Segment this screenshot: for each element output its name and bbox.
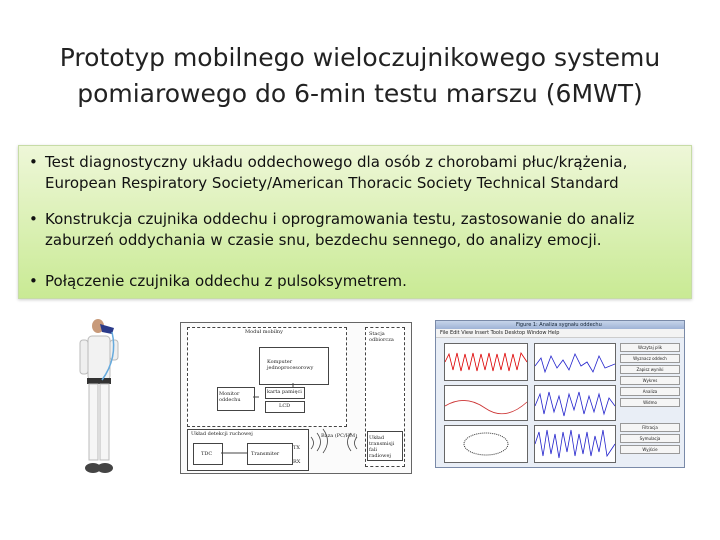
filter-button[interactable]: Filtracja (620, 423, 680, 432)
plot-panel (444, 385, 528, 421)
bullet-item: • Test diagnostyczny układu oddechowego dla osób z chorobami płuc/krążenia, European Respiratory Society/American Thoracic Society Technical Standard (25, 152, 695, 194)
diagram-label-monitor: Monitor oddechu (219, 391, 241, 403)
bullet-box (18, 145, 692, 299)
title-line-1: Prototyp mobilnego wieloczujnikowego systemu (59, 43, 661, 72)
simulation-button[interactable]: Symulacja (620, 434, 680, 443)
person-photo (62, 318, 132, 478)
bullet-item: • Połączenie czujnika oddechu z pulsoksymetrem. (25, 271, 695, 292)
diagram-label-transmitter: Transmiter (251, 451, 280, 457)
plot-signal (535, 344, 615, 380)
menu-bar[interactable]: File Edit View Insert Tools Desktop Window Help (436, 329, 684, 338)
plot-panel (534, 343, 616, 381)
diagram-label-module: Moduł mobilny (245, 329, 283, 335)
diagram-label-computer: Komputer jednoprocesorowy (267, 359, 314, 371)
diagram-connectors (181, 323, 411, 473)
matlab-figure-window (435, 320, 685, 468)
plot-signal (445, 426, 527, 462)
compute-button[interactable]: Wyznacz oddech (620, 354, 680, 363)
plot-panel (444, 425, 528, 463)
diagram-label-motion: Układ detekcji ruchowej (191, 431, 253, 437)
diagram-label-tdc: TDC (201, 451, 213, 457)
plot-panel (534, 425, 616, 463)
plot-signal (445, 386, 527, 420)
diagram-label-rx: RX (293, 459, 301, 465)
diagram-label-base: Baza (PC/HM) (321, 433, 358, 439)
plot-signal (535, 426, 615, 462)
diagram-label-receiver: Układ transmisji fali radiowej (369, 435, 395, 459)
diagram-label-tx: TX (293, 445, 300, 451)
load-file-button[interactable]: Wczytaj plik (620, 343, 680, 352)
system-block-diagram (180, 322, 412, 474)
bullet-item: • Konstrukcja czujnika oddechu i oprogramowania testu, zastosowanie do analiz zaburzeń oddychania w czasie snu, bezdechu sennego, do analizy emocji. (25, 209, 695, 251)
plot-signal (535, 386, 615, 420)
save-results-button[interactable]: Zapisz wyniki (620, 365, 680, 374)
analysis-button[interactable]: Analiza (620, 387, 680, 396)
spectrum-button[interactable]: Widmo (620, 398, 680, 407)
plot-signal (445, 344, 527, 380)
chart-button[interactable]: Wykres (620, 376, 680, 385)
window-title: Figure 1: Analiza sygnału oddechu (436, 321, 684, 329)
title-line-2: pomiarowego do 6-min testu marszu (6MWT) (77, 79, 643, 108)
diagram-label-memory: karta pamięci (267, 389, 302, 395)
diagram-label-station: Stacja odbiorcza (369, 331, 394, 343)
exit-button[interactable]: Wyjście (620, 445, 680, 454)
slide-title (30, 40, 690, 112)
plot-panel (534, 385, 616, 421)
diagram-label-lcd: LCD (279, 403, 291, 409)
plot-panel (444, 343, 528, 381)
